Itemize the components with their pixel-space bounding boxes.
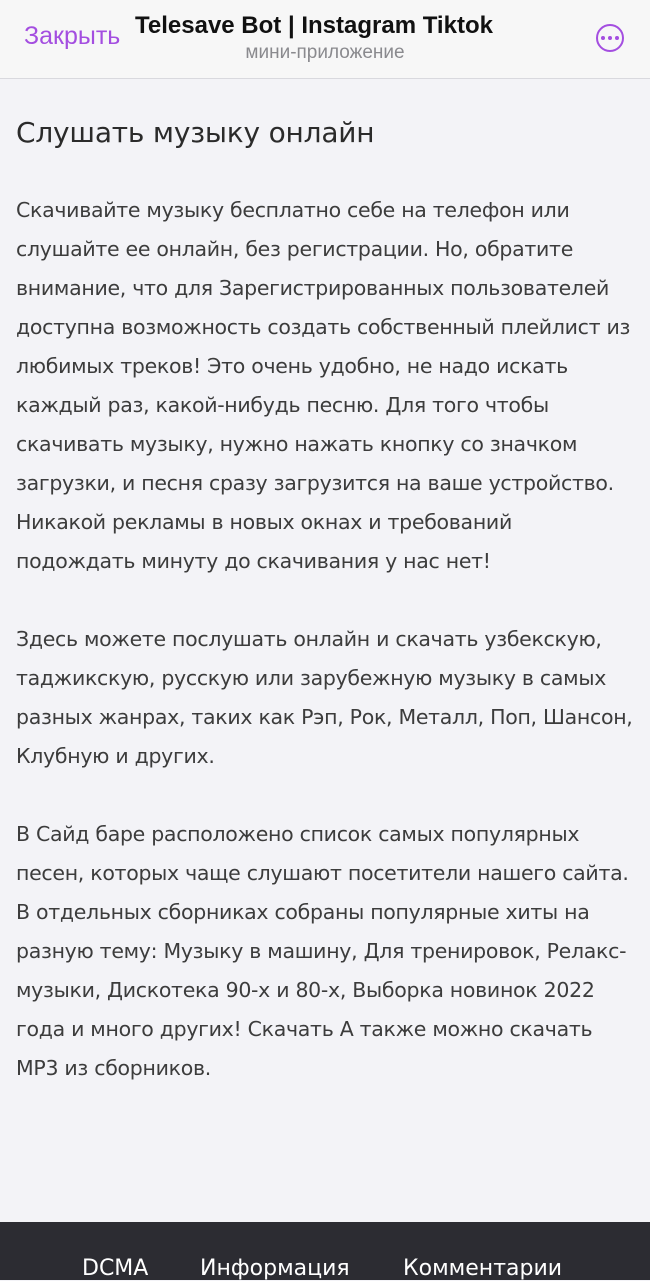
mini-app-header — [0, 0, 650, 79]
more-circle-icon — [615, 36, 619, 40]
more-options-button[interactable] — [596, 24, 624, 52]
more-circle-icon — [608, 36, 612, 40]
footer-link-dcma[interactable]: DCMA — [82, 1256, 149, 1281]
article-paragraph: В Сайд баре расположено список самых популярных песен, которых чаще слушают посетители нашего сайта. В отдельных сборниках собраны популярные хиты на разную тему: Музыку в машину, Для тренировок, Релакс-музыки, Дискотека 90-х и 80-х, Выборка новинок 2022 года и много других! Скачать А также можно скачать MP3 из сборников. — [16, 822, 629, 1080]
more-circle-icon — [601, 36, 605, 40]
footer-link-comments[interactable]: Комментарии — [403, 1256, 563, 1281]
mini-app-subtitle: мини-приложение — [245, 42, 405, 63]
article-paragraph: Скачивайте музыку бесплатно себе на телефон или слушайте ее онлайн, без регистрации. Но, обратите внимание, что для Зарегистрированных пользователей доступна возможность создать собственный плейлист из любимых треков! Это очень удобно, не надо искать каждый раз, какой-нибудь песню. Для того чтобы скачивать музыку, нужно нажать кнопку со значком загрузки, и песня сразу загрузится на ваше устройство. Никакой рекламы в новых окнах и требований подождать минуту до скачивания у нас нет! — [16, 198, 631, 573]
footer-link-information[interactable]: Информация — [200, 1256, 350, 1281]
page-title: Слушать музыку онлайн — [16, 116, 375, 149]
site-footer — [0, 1222, 650, 1280]
mini-app-title: Telesave Bot | Instagram Tiktok — [135, 12, 493, 39]
close-button[interactable]: Закрыть — [24, 22, 121, 50]
article-content — [0, 79, 650, 1222]
article-paragraph: Здесь можете послушать онлайн и скачать узбекскую, таджикскую, русскую или зарубежную музыку в самых разных жанрах, таких как Рэп, Рок, Металл, Поп, Шансон, Клубную и других. — [16, 627, 633, 768]
